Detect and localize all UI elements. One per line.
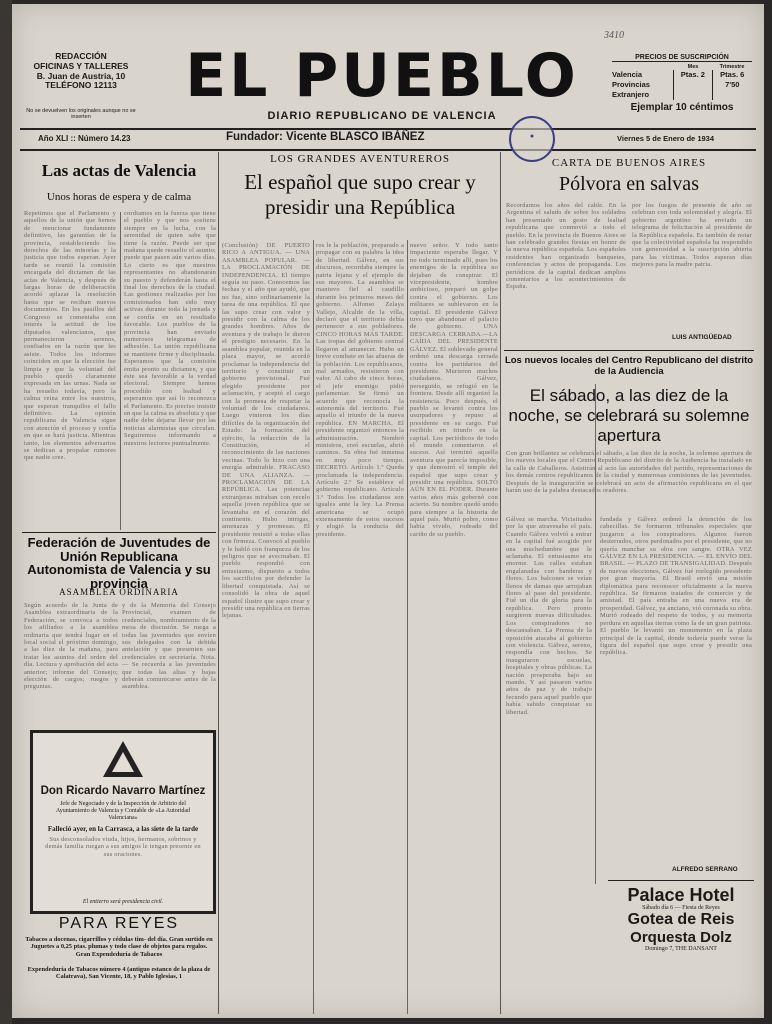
federacion-body-2: y de la Memoria del Consejo Provincial, examen de credenciales, nombramiento de la mesa de discusión. Se ruega a todas las juventudes que envíen sus delegados con la debida antelación y que presenten sus credenciales en secretaría. Nota.— Se recuerda a las juventudes que todas las altas y bajas deberán comunicarse antes de la asamblea. <box>122 602 216 691</box>
obituary-box <box>30 730 216 914</box>
federacion-subtitle: ASAMBLEA ORDINARIA <box>59 587 179 597</box>
palace-hotel-note: Domingo 7, THE DANSANT <box>645 946 717 952</box>
aventureros-body-2: ros le la población, preparado a propagar con su palabra la idea de libertad. Gálvez, en sus discursos, recordaba siempre la patria lejana y el ejemplo de sus mayores. La asamblea se mantuvo fiel al caudillo durante los primeros meses del gobierno. Alfonso Zelaya Vallejo, Alcalde de la villa, declaró que el territorio debía pertenecer a sus pobladores. CINCO HORAS MÁS TARDE. Las tropas del gobierno central llegaron al amanecer. Hubo un breve combate en las afueras de la población. Los republicanos, mal armados, resistieron con valor. Al cabo de cinco horas, el jefe enemigo pidió parlamentar. Se firmó un acuerdo que reconocía la autonomía del territorio. Fué aquello el triunfo de la nueva república. EN MARCHA. El presidente organizó entonces la administración. Nombró ministros, creó escuelas, abrió caminos. Su obra fué inmensa en muy poco tiempo. DECRETO. Artículo 1.º Queda proclamada la independencia. Artículo 2.º Se establece el gobierno republicano. Artículo 3.º Todos los ciudadanos son iguales ante la ley. La Prensa americana se ocupó extensamente de estos sucesos y elogió la conducta del presidente. <box>316 242 404 538</box>
federacion-title: Federación de Juventudes de Unión Republicana Autonomista de Valencia y su provincia <box>27 535 211 591</box>
editorial-line: TELÉFONO 12113 <box>45 80 117 91</box>
actas-title: Las actas de Valencia <box>41 161 197 180</box>
buenos-aires-kicker: CARTA DE BUENOS AIRES <box>551 157 707 169</box>
actas-body-2: cordiamos en la fuerza que tiene el pueblo y que nos sostiene siempre en la lucha, con la serenidad de quien sabe que tiene la razón. Puede ser que mañana quede resuelto el asunto; puede que pasen aún varios días. Lo cierto es que nuestros representantes no abandonarán su puesto y defenderán hasta el final los derechos de la ciudad. Las gestiones realizadas por los comisionados han sido muy activas durante toda la jornada y se confía en un resultado favorable. Los pueblos de la provincia han enviado numerosos telegramas de adhesión. La unión republicana se mantiene firme y disciplinada. Esperamos que la comisión emita pronto su dictamen, y que éste sea favorable a la verdad electoral. Siempre hemos procedido con lealtad y esperamos que así lo reconozca el Parlamento. Es preciso insistir en que la calma es absoluta y que nadie debe dejarse llevar por las noticias alarmistas que circulan. Seguiremos informando a nuestros lectores puntualmente. <box>124 210 216 447</box>
buenos-aires-body-1: Recordamos los años del cable. En la Argentina el saludo de sobre los soldados han presentado un gesto de lealtad republicana que conmovió a todo el pueblo. En la provincia de Buenos Aires se han celebrado grandes fiestas en honor de la nueva república española. Los españoles residentes han organizado banquetes, conferencias y actos de propaganda. Los periódicos de la capital dedican amplios comentarios a los acontecimientos de España. <box>506 202 626 291</box>
buenos-aires-title: Pólvora en salvas <box>559 173 699 195</box>
centro-body-1: Gálvez se marcha. Vicisitudes por la que atravesaba el país. Cuando Gálvez volvió a entrar en la capital fué acogido por una muchedumbre que le aclamaba. El entusiasmo era enorme. Las calles estaban engalanadas con banderas y flores. Los balcones se veían llenos de damas que arrojaban flores al paso del presidente. Fué un día de gloria para la república. Pero pronto surgieron nuevas dificultades. Los conspiradores no descansaban. La Prensa de la oposición atacaba al gobierno con violencia. Gálvez, sereno, respondía con hechos. Se inauguraron escuelas, hospitales y obras públicas. La nación prosperaba bajo su mando. Y así pasaron varios años de paz y de trabajo fecundo para aquel pueblo que había sabido conquistar su libertad. <box>506 516 592 716</box>
reyes-line2: Expendeduría de Tabacos número 4 (antiguo estanco de la plaza de Calatrava), San Vicente, 18, y Pablo Iglesias, 1 <box>27 966 211 981</box>
obituary-filler: Sus desconsolados viuda, hijos, hermanos, sobrinos y demás familia ruegan a sus amigos le tengan presente en sus oraciones. <box>45 836 201 858</box>
palace-hotel-line: Sábado día 6 — Fiesta de Reyes <box>642 905 720 911</box>
obituary-name: Don Ricardo Navarro Martínez <box>40 785 206 797</box>
aventureros-title: El español que supo crear y presidir una República <box>244 170 476 219</box>
reyes-title: PARA REYES <box>58 915 180 932</box>
sub-place: Extranjero <box>612 90 650 99</box>
sub-place: Provincias <box>612 80 650 89</box>
actas-subtitle: Unos horas de espera y de calma <box>46 191 192 203</box>
scanner-edge <box>0 0 12 1024</box>
sub-price: 7'50 <box>725 80 740 89</box>
aventureros-kicker: LOS GRANDES AVENTUREROS <box>270 153 450 165</box>
centro-body-2: fundada y Gálvez ordenó la detención de los cabecillas. Se formaron tribunales especiales que juzgaron a los conspiradores. Algunos fueron desterrados, otros perdonados por el presidente, que no quería manchar su obra con sangre. OTRA VEZ GÁLVEZ EN LA PRESIDENCIA. — EL ENVÍO DEL BRASIL. — PLAZO DE TRANSIGALIDAD. Después de nuevas elecciones, Gálvez fué reelegido presidente por gran mayoría. El Brasil envió una misión diplomática para reconocer oficialmente a la nueva república. Se firmaron tratados de comercio y de amistad. El país entraba en una nueva era de prosperidad. Gálvez, ya anciano, vió coronada su obra. Murió rodeado del respeto de todos, y su memoria perdura en aquellas tierras como la de un gran patriota. El pueblo le levantó un monumento en la plaza principal de la capital, donde todavía puede verse la figura del español que supo crear y presidir una república. <box>600 516 752 657</box>
handwritten-mark: 3410 <box>604 30 624 41</box>
buenos-aires-body-2: por los fuegos de presente de año se celebran con toda solemnidad y alegría. El gobierno argentino ha enviado un telegrama de felicitación al presidente de la República española. Es también de notar que la colectividad española ha respondido con generosidad a la suscripción abierta para las víctimas. Todos esperan días mejores para la madre patria. <box>632 202 752 269</box>
reyes-line1: Tabacos a docenas, cigarrillos y cédulas tim- del día. Gran surtido en Juguetes a 0,25 ptas. plumas y todo clase de objetos para regalos. Gran Expendeduría de Tabacos <box>25 936 213 958</box>
federacion-body: Según acuerdo de la Junta de Asamblea extraordinaria de la Federación, se convoca a todos los afiliados a la asamblea ordinaria que tendrá lugar en el local social el próximo domingo, a las diez de la mañana, para tratar los asuntos del orden del día. Lectura y aprobación del acta anterior; informe del Consejo; elección de cargos; ruegos y preguntas. <box>24 602 118 691</box>
centro-kicker: Los nuevos locales del Centro Republicano del distrito de la Audiencia <box>504 355 754 377</box>
sub-col-quarter: Trimestre <box>719 64 745 70</box>
editorial-note: No se devuelven los originales aunque no se inserten <box>26 108 136 120</box>
library-stamp: ● <box>509 116 555 162</box>
editorial-line: B. Juan de Austria, 10 <box>36 70 126 81</box>
serrano-signature: ALFREDO SERRANO <box>672 866 738 873</box>
palace-hotel-band: Orquesta Dolz <box>630 929 732 946</box>
founder-line: Fundador: Vicente BLASCO IBÁÑEZ <box>226 131 425 143</box>
obituary-line2: Falleció ayer, en la Carrasca, a las siete de la tarde <box>47 825 199 833</box>
aventureros-body-3: nuevo señor. Y todo tanto impaciente esperaba llegar. Y no todo terminado allí, pues los enemigos de la república no dejaban de conspirar. El vicepresidente, hombre ambicioso, preparó un golpe contra el gobierno. Los militares se sublevaron en la capital. El presidente Gálvez tuvo que abandonar el palacio de gobierno. UNA DESCARGA CERRADA.—LA CAÍDA DEL PRESIDENTE GÁLVEZ. El sublevado general ordenó una descarga cerrada contra los partidarios del presidente. Murieron muchos ciudadanos. Gálvez, perseguido, se refugió en la frontera. Desde allí organizó la resistencia. Poco después, el pueblo se levantó contra los usurpadores y repuso al presidente en su cargo. Fué recibido en triunfo en la capital. Los periódicos de todo el mundo comentaron el suceso. Así terminó aquella aventura que parecía imposible, y que demostró el temple del español que supo crear y presidir una república. SOLTÓ AÚN EN EL PODER. Durante varios años más gobernó con acierto. Su nombre quedó unido para siempre a la historia de aquel país. Murió pobre, como había vivido, rodeado del cariño de su pueblo. <box>410 242 498 538</box>
obituary-triangle <box>103 741 143 777</box>
issue-date: Viernes 5 de Enero de 1934 <box>617 134 714 143</box>
masthead-subtitle: DIARIO REPUBLICANO DE VALENCIA <box>267 110 497 122</box>
issue-number: Año XLI :: Número 14.23 <box>38 134 131 143</box>
subscription-box <box>612 54 752 113</box>
palace-hotel-name: Palace Hotel <box>627 885 735 905</box>
actas-body: Repetimos que el Parlamento y aquellos de la unión que hemos de mencionar fundamente definitivo, las garantías de la provincia, restableciendo los derechos de las minorías y la justicia que todos esperan. Ayer tarde se reunió la comisión encargada del dictamen de las actas de Valencia, y después de largas horas de deliberación acordó aplazar la resolución hasta que se reciban nuevos documentos. En los pasillos del Congreso se comentaba con interés la actitud de los diputados valencianos, que permanecieron serenos, confiados en la razón que les asiste. Todos los informes coinciden en que la elección fue limpia y que la voluntad del pueblo quedó claramente expresada en las urnas. Nada se ha resuelto todavía, pero la calma reina entre los nuestros, que esperan tranquilos el fallo definitivo. La opinión republicana de Valencia sigue con atención el proceso y confía en que se hará justicia. Mientras tanto, los elementos adversarios se dedican a propalar rumores que nadie cree. <box>24 210 116 462</box>
palace-hotel-ad <box>608 880 754 1014</box>
obituary-line1: Jefe de Negociado y de la Inspección de Arbitrio del Ayuntamiento de Valencia y Contable de «La Autoridad Valenciana» <box>55 801 191 821</box>
issue-price: Ejemplar 10 céntimos <box>630 102 734 113</box>
editorial-box <box>26 52 136 91</box>
aventureros-body-1: (Conclusión) DE PUERTO RICO A ANTIGUA. — UNA ASAMBLEA POPULAR. — LA PROCLAMACIÓN DE INDEPENDENCIA. El tiempo seguía su paso. Conocemos las fechas y el año que ayudó, que no fue, sino ordinariamente la tarea de una república. El que las supo crear con valor y presidir con la calma de los grandes hombres. Años de aventura y de trabajo le dieron el prestigio necesario. En la asamblea popular, reunida en la plaza mayor, se acordó proclamar la independencia del territorio y constituir un gobierno provisional. Fué elegido presidente por aclamación, y aceptó el cargo con la promesa de respetar la voluntad de los ciudadanos. Luego vinieron los días difíciles de la organización del Estado: la formación del ejército, la redacción de la Constitución, el reconocimiento de las naciones vecinas. Todo lo hizo con una energía admirable. FRACASO DE UNA ALIANZA. — PROCLAMACIÓN DE LA REPÚBLICA. Las potencias extranjeras miraban con recelo aquella joven república que se levantaba en el corazón del continente. Hubo intrigas, amenazas y promesas. El presidente resistió a todas ellas con firmeza. Convocó al pueblo y le habló con franqueza de los peligros que se avecinaban. El pueblo respondió con entusiasmo, dispuesto a todos los sacrificios por defender la libertad conquistada. Así se consolidó la obra de aquel español ilustre que supo crear y presidir una república en tierras lejanas. <box>222 242 310 620</box>
newspaper-page <box>12 4 764 1018</box>
subscription-title: PRECIOS DE SUSCRIPCIÓN <box>612 54 752 62</box>
centro-title: El sábado, a las diez de la noche, se celebrará su solemne apertura <box>508 386 750 445</box>
sub-price: Ptas. 6 <box>720 70 745 79</box>
sub-place: Valencia <box>612 70 643 79</box>
obituary-footer: El entierro será presidencia civil. <box>82 899 164 905</box>
palace-hotel-event: Gotea de Reis <box>627 911 735 928</box>
editorial-line: REDACCIÓN <box>55 51 107 61</box>
masthead-title: EL PUEBLO <box>185 41 579 111</box>
buenos-aires-signature: LUIS ANTIGÜEDAD <box>672 334 732 341</box>
sub-price: Ptas. 2 <box>680 70 705 79</box>
sub-col-month: Mes <box>687 64 699 70</box>
editorial-line: OFICINAS Y TALLERES <box>33 60 129 71</box>
centro-intro: Con gran brillantez se celebrará el sábado, a las diez de la noche, la solemne apertura de los nuevos locales que el Centro Republicano del distrito de la Audiencia ha instalado en la calle de Caballeros. Asistirán al acto las autoridades del partido, representaciones de los demás centros republicanos de la ciudad y numerosas comisiones de las juventudes. Después de la inauguración se celebrará un acto de afirmación republicana en el que harán uso de la palabra destacados oradores. <box>506 450 752 495</box>
